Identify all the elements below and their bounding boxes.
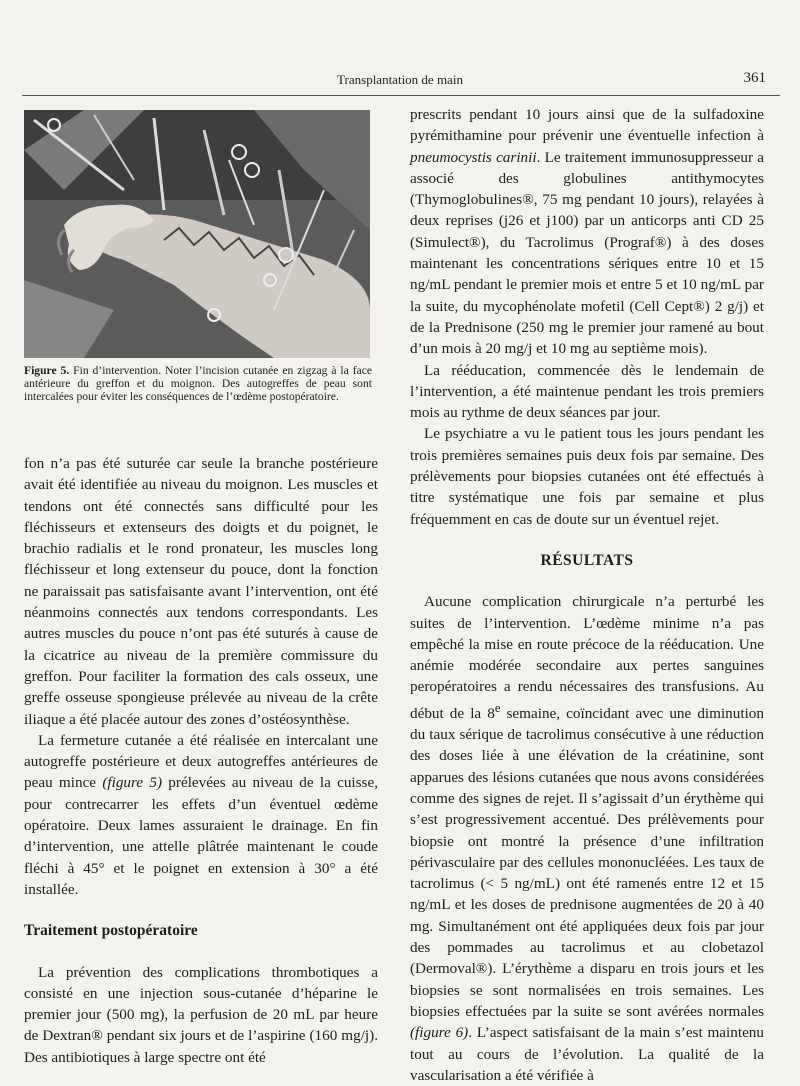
figure-caption xyxy=(24,364,372,403)
text: La fermeture cutanée a été réalisée en intercalant une autogreffe postérieure et deux autogreffes antérieures de peau mince xyxy=(24,731,378,792)
paragraph: fon n’a pas été suturée car seule la branche postérieure avait été identifiée au niveau du moignon. Les muscles et tendons ont été connectés sans difficulté pour les fléchisseurs et extenseurs des doigts et du poignet, le brachio radialis et le rond pronateur, les muscles long fléchisseur et long extenseur du pouce, dont la fonction ne paraissait pas satisfaisante avant l’intervention, ont été néanmoins connectés aux tendons correspondants. Les autres muscles du pouce n’ont pas été suturés à cause de la cicatrice au niveau de la première commissure du greffon. Pour faciliter la formation des cals osseux, une greffe osseuse spongieuse prélevée au niveau de la crête iliaque a été placée autour des zones d’ostéosynthèse. xyxy=(24,455,378,728)
section-heading: RÉSULTATS xyxy=(540,551,634,569)
paragraph xyxy=(24,730,378,900)
text: semaine, coïncidant avec une diminution du taux sérique de tacrolimus consécutive à une réduction des doses liée à une élévation de la créatinine, sont apparues des lésions cutanées que nous avons considérées comme des signes de rejet. Il s’agissait d’un érythème qui s’est progressivement accentué. Des prélèvements pour biopsie ont montré la présence d’une infiltration périvasculaire par des cellules mononucléées. Les taux de tacrolimus (< 5 ng/mL) ont été ramenés entre 12 et 15 ng/mL et les doses de prednisone augmentées de 20 à 40 mg. Simultanément ont été appliquées deux fois par jour des pommades au tacrolimus et au clobetazol (Dermoval®). L’érythème a disparu en trois jours et les biopsies se sont normalisées en trois semaines. Les biopsies effectuées par la suite se sont avérées normales xyxy=(410,704,764,1020)
text: . Le traitement immunosuppresseur a associé des globulines antithymocytes (Thymoglobulines®, 75 mg pendant 10 jours), relayées à deux reprises (j26 et j100) par un anticorps anti CD 25 (Simulect®), du Tacrolimus (Prograf®) à des doses maintenant les concentrations sériques entre 10 et 15 ng/mL pendant le premier mois et entre 5 et 10 ng/mL par la suite, du mycophénolate mofetil (Cell Cept®) 2 g/j) et de la Prednisone (250 mg le premier jour ramené au bout d’un mois à 20 mg/j et 10 mg au septième mois). xyxy=(410,148,765,358)
paragraph xyxy=(410,591,764,1086)
paragraph: Le psychiatre a vu le patient tous les jours pendant les trois premières semaines puis deux fois par semaine. Des prélèvements pour biopsies cutanées ont été effectués à titre systématique une fois par semaine et plus fréquemment en cas de doute sur un éventuel rejet. xyxy=(410,425,764,528)
page-number: 361 xyxy=(743,70,766,86)
italic-term: pneumocystis carinii xyxy=(410,148,537,166)
header-rule xyxy=(22,95,780,96)
left-column xyxy=(24,453,378,1068)
text: Aucune complication chirurgicale n’a perturbé les suites de l’intervention. L’œdème minime n’a pas empêché la mise en route précoce de la rééducation. Une anémie modérée secondaire aux pertes sanguines peropératoires a rendu nécessaires des transfusions. Au début de la 8 xyxy=(410,593,764,722)
paragraph: La rééducation, commencée dès le lendemain de l’intervention, a été maintenue pendant les trois premiers mois au rythme de deux séances par jour. xyxy=(410,361,764,422)
figure-label: Figure 5. xyxy=(24,364,70,377)
superscript: e xyxy=(494,700,501,715)
right-column xyxy=(410,104,764,1086)
figure-reference: (figure 6) xyxy=(410,1024,469,1042)
figure-photo xyxy=(24,110,370,358)
figure-caption-text: Fin d’intervention. Noter l’incision cutanée en zigzag à la face antérieure du greffon et du moignon. Des autogreffes de peau sont intercalées pour éviter les conséquences de l’œdème postopératoire. xyxy=(24,364,372,403)
paragraph: La prévention des complications thrombotiques a consisté en une injection sous-cutanée d’héparine le premier jour (500 mg), la perfusion de 20 mL par heure de Dextran® pendant six jours et de l’aspirine (160 mg/j). Des antibiotiques à large spectre ont été xyxy=(24,963,378,1066)
running-head: Transplantation de main xyxy=(337,72,463,87)
text: . L’aspect satisfaisant de la main s’est maintenu tout au cours de l’évolution. La qualité de la vascularisation a été vérifiée à xyxy=(410,1024,764,1084)
paragraph xyxy=(410,104,764,360)
text: prélevées au niveau de la cuisse, pour contrecarrer les effets d’un éventuel œdème opératoire. Deux lames assuraient le drainage. En fin d’intervention, une attelle plâtrée maintenant le coude fléchi à 45° et le poignet en extension à 30° a été installée. xyxy=(24,774,378,898)
figure-reference: (figure 5) xyxy=(102,774,163,792)
section-heading: Traitement postopératoire xyxy=(24,922,198,940)
text: prescrits pendant 10 jours ainsi que de la sulfadoxine pyrémithamine pour prévenir une éventuelle infection à xyxy=(410,106,764,145)
